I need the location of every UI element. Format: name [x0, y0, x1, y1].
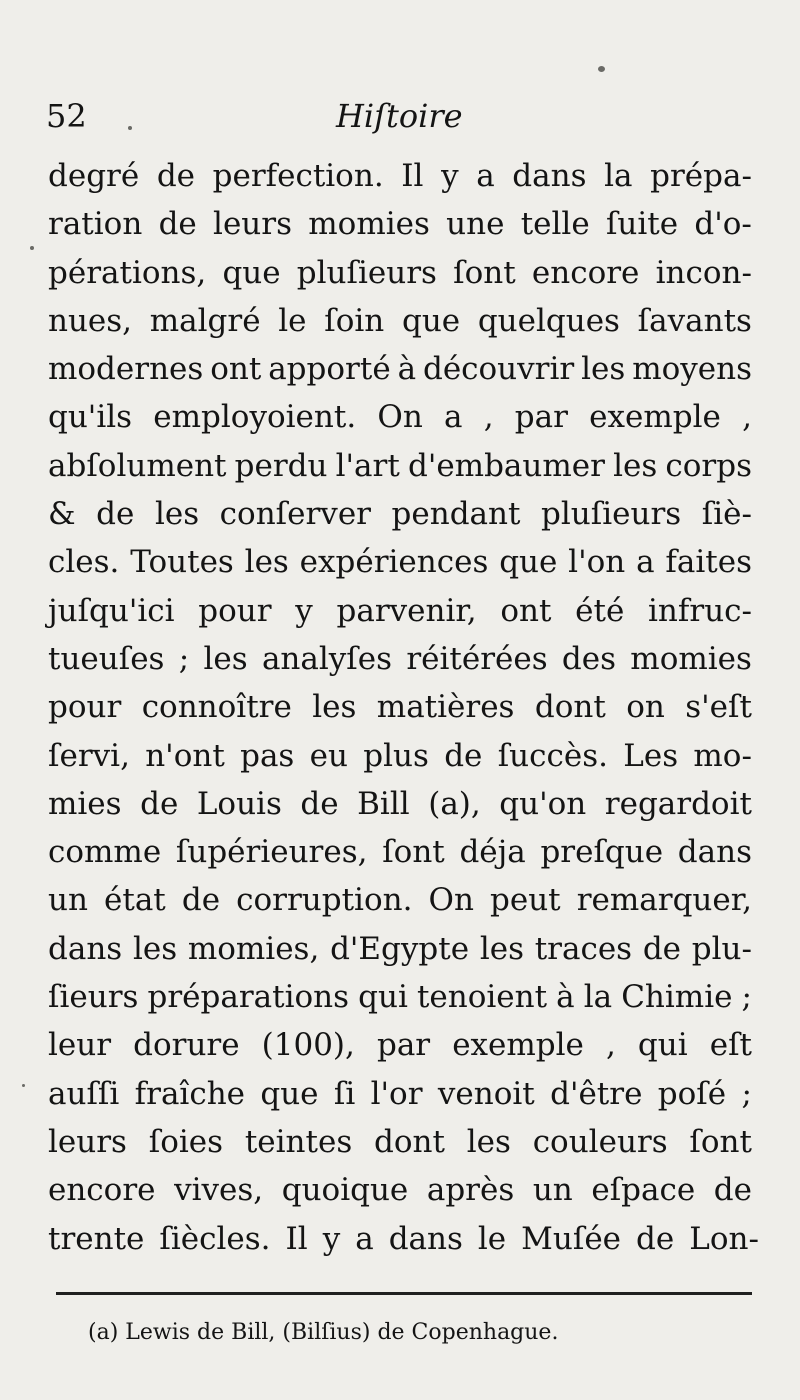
text-line: dans les momies, d'Egypte les traces de plu-	[48, 930, 752, 967]
text-line: encore vives, quoique après un eſpace de	[48, 1172, 752, 1209]
text-line: leurs ſoies teintes dont les couleurs ſont	[48, 1123, 752, 1160]
text-line: trente ſiècles. Il y a dans le Muſée de Lon-	[48, 1220, 759, 1257]
text-line: & de les conſerver pendant pluſieurs ſiè-	[48, 496, 752, 533]
text-line: un état de corruption. On peut remarquer,	[48, 882, 752, 919]
text-line: cles. Toutes les expériences que l'on a faites	[48, 544, 752, 581]
text-line: ſieurs préparations qui tenoient à la Chimie ;	[48, 979, 752, 1016]
text-line: ration de leurs momies une telle ſuite d'o-	[48, 206, 752, 243]
running-title: Hiſtoire	[336, 97, 463, 135]
footnote-rule	[56, 1292, 752, 1295]
text-line: modernes ont apporté à découvrir les moyens	[48, 351, 752, 388]
text-line: degré de perfection. Il y a dans la prépa-	[48, 158, 752, 194]
text-line: comme ſupérieures, ſont déja preſque dans	[48, 834, 752, 871]
footnote: (a) Lewis de Bill, (Bilſius) de Copenhague.	[88, 1320, 559, 1345]
text-line: juſqu'ici pour y parvenir, ont été infruc-	[48, 592, 752, 629]
page-number: 52	[46, 97, 87, 135]
body-text	[48, 152, 759, 1263]
text-line: mies de Louis de Bill (a), qu'on regardoit	[48, 785, 752, 822]
text-line: pour connoître les matières dont on s'eſt	[48, 689, 752, 726]
ink-speck	[30, 246, 34, 250]
text-line: qu'ils employoient. On a , par exemple ,	[48, 399, 752, 436]
text-line: auſſi fraîche que ſi l'or venoit d'être poſé ;	[48, 1075, 752, 1112]
text-line: pérations, que pluſieurs ſont encore incon-	[48, 254, 752, 291]
text-line: ſervi, n'ont pas eu plus de ſuccès. Les mo-	[48, 737, 752, 774]
ink-speck	[598, 66, 605, 72]
text-line: tueuſes ; les analyſes réitérées des momies	[48, 640, 752, 677]
text-line: abſolument perdu l'art d'embaumer les corps	[48, 447, 752, 484]
text-line: leur dorure (100), par exemple , qui eſt	[48, 1027, 752, 1064]
text-line: nues, malgré le ſoin que quelques ſavants	[48, 302, 752, 339]
page-header	[46, 96, 746, 146]
ink-speck	[22, 1084, 25, 1087]
